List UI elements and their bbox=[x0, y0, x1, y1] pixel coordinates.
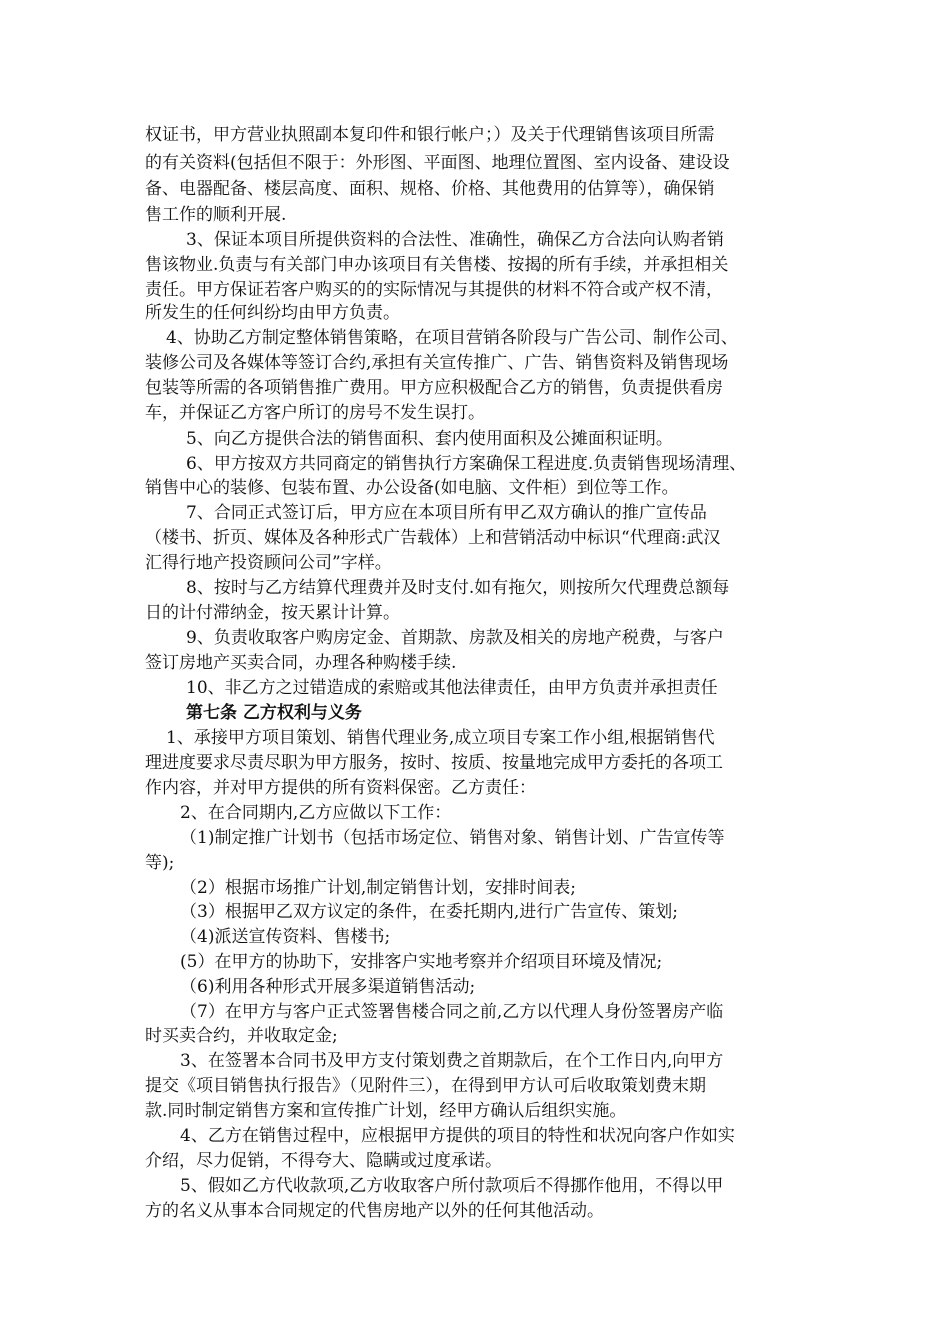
text-line: 售工作的顺利开展. bbox=[145, 205, 287, 225]
text-line: 时买卖合约，并收取定金; bbox=[145, 1026, 338, 1046]
section-heading: 第七条 乙方权利与义务 bbox=[186, 703, 362, 723]
text-line: 签订房地产买卖合同，办理各种购楼手续. bbox=[145, 653, 457, 673]
text-line: 日的计付滞纳金，按天累计计算。 bbox=[145, 603, 400, 623]
text-line: 备、电器配备、楼层高度、面积、规格、价格、其他费用的估算等），确保销 bbox=[145, 179, 715, 199]
text-line: 9、负责收取客户购房定金、首期款、房款及相关的房地产税费，与客户 bbox=[186, 628, 724, 648]
text-line: （6)利用各种形式开展多渠道销售活动; bbox=[180, 977, 476, 997]
text-line: 方的名义从事本合同规定的代售房地产以外的任何其他活动。 bbox=[145, 1201, 604, 1221]
text-line: （1)制定推广计划书（包括市场定位、销售对象、销售计划、广告宣传等 bbox=[180, 828, 725, 848]
text-line: 5、假如乙方代收款项,乙方收取客户所付款项后不得挪作他用，不得以甲 bbox=[180, 1176, 724, 1196]
text-line: 4、协助乙方制定整体销售策略，在项目营销各阶段与广告公司、制作公司、 bbox=[166, 328, 738, 348]
text-line: 作内容，并对甲方提供的所有资料保密。乙方责任： bbox=[145, 778, 536, 798]
text-line: 介绍，尽力促销，不得夸大、隐瞒或过度承诺。 bbox=[145, 1151, 502, 1171]
text-line: 理进度要求尽责尽职为甲方服务，按时、按质、按量地完成甲方委托的各项工 bbox=[145, 753, 723, 773]
text-line: （3）根据甲乙双方议定的条件，在委托期内,进行广告宣传、策划; bbox=[180, 902, 678, 922]
text-line: 5、向乙方提供合法的销售面积、套内使用面积及公摊面积证明。 bbox=[186, 429, 673, 449]
text-line: 4、乙方在销售过程中，应根据甲方提供的项目的特性和状况向客户作如实 bbox=[180, 1126, 735, 1146]
text-line: （楼书、折页、媒体及各种形式广告载体）上和营销活动中标识“代理商:武汉 bbox=[145, 528, 721, 548]
text-line: 的有关资料(包括但不限于：外形图、平面图、地理位置图、室内设备、建设设 bbox=[145, 153, 730, 173]
text-line: 6、甲方按双方共同商定的销售执行方案确保工程进度.负责销售现场清理、 bbox=[186, 454, 747, 474]
text-line: 8、按时与乙方结算代理费并及时支付.如有拖欠，则按所欠代理费总额每 bbox=[186, 578, 730, 598]
text-line: （7）在甲方与客户正式签署售楼合同之前,乙方以代理人身份签署房产临 bbox=[180, 1002, 724, 1022]
text-line: 售该物业.负责与有关部门申办该项目有关售楼、按揭的所有手续，并承担相关 bbox=[145, 255, 729, 275]
text-line: 权证书，甲方营业执照副本复印件和银行帐户；）及关于代理销售该项目所需 bbox=[145, 125, 715, 145]
text-line: 2、在合同期内,乙方应做以下工作： bbox=[180, 803, 452, 823]
text-line: 销售中心的装修、包装布置、办公设备(如电脑、文件柜）到位等工作。 bbox=[145, 478, 679, 498]
text-line: 装修公司及各媒体等签订合约,承担有关宣传推广、广告、销售资料及销售现场 bbox=[145, 353, 729, 373]
text-line: 款.同时制定销售方案和宣传推广计划，经甲方确认后组织实施。 bbox=[145, 1101, 627, 1121]
text-line: （4)派送宣传资料、售楼书; bbox=[180, 927, 391, 947]
text-line: 7、合同正式签订后，甲方应在本项目所有甲乙双方确认的推广宣传品 bbox=[186, 503, 707, 523]
text-line: 1、承接甲方项目策划、销售代理业务,成立项目专案工作小组,根据销售代 bbox=[166, 728, 715, 748]
text-line: 汇得行地产投资顾问公司”字样。 bbox=[145, 553, 392, 573]
text-line: （2）根据市场推广计划,制定销售计划，安排时间表; bbox=[180, 878, 576, 898]
text-line: 3、保证本项目所提供资料的合法性、准确性，确保乙方合法向认购者销 bbox=[186, 230, 724, 250]
text-line: 车，并保证乙方客户所订的房号不发生误打。 bbox=[145, 403, 485, 423]
text-line: 10、非乙方之过错造成的索赔或其他法律责任，由甲方负责并承担责任 bbox=[186, 678, 718, 698]
text-line: 所发生的任何纠纷均由甲方负责。 bbox=[145, 303, 400, 323]
text-line: (5）在甲方的协助下，安排客户实地考察并介绍项目环境及情况; bbox=[180, 952, 663, 972]
text-line: 3、在签署本合同书及甲方支付策划费之首期款后，在个工作日内,向甲方 bbox=[180, 1051, 724, 1071]
text-line: 等); bbox=[145, 853, 175, 873]
text-line: 责任。甲方保证若客户购买的的实际情况与其提供的材料不符合或产权不清， bbox=[145, 280, 723, 300]
text-line: 包装等所需的各项销售推广费用。甲方应积极配合乙方的销售，负责提供看房 bbox=[145, 378, 723, 398]
text-line: 提交《项目销售执行报告》（见附件三），在得到甲方认可后收取策划费末期 bbox=[145, 1076, 706, 1096]
